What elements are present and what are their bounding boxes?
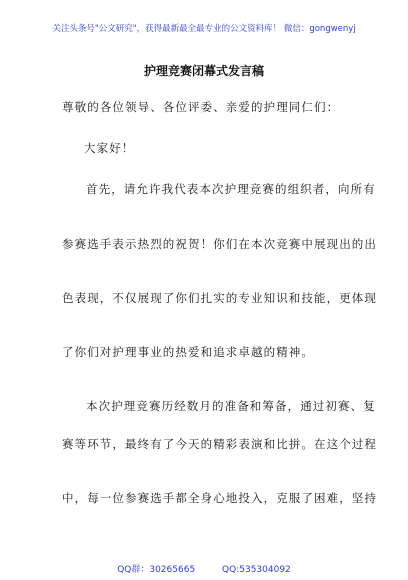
body-line: 中，每一位参赛选手都全身心地投入，克服了困难，坚持 [62, 491, 377, 505]
body-line: 色表现，不仅展现了你们扎实的专业知识和技能，更体现 [62, 291, 377, 305]
header-promo-note: 关注头条号"公文研究"，获得最新最全最专业的公文资料库！ 微信：gongwenyj [52, 24, 356, 34]
salutation-line: 尊敬的各位领导、各位评委、亲爱的护理同仁们： [62, 100, 340, 114]
greeting-line: 大家好！ [84, 141, 135, 155]
document-title: 护理竞赛闭幕式发言稿 [143, 64, 264, 78]
body-line: 首先，请允许我代表本次护理竞赛的组织者，向所有 [86, 182, 376, 196]
footer-contact [0, 562, 408, 575]
body-line: 参赛选手表示热烈的祝贺！你们在本次竞赛中展现出的出 [62, 237, 377, 251]
qq-text: QQ:535304092 [222, 565, 291, 575]
qq-group-text: QQ群：30265665 [117, 565, 196, 575]
body-line: 本次护理竞赛历经数月的准备和筹备，通过初赛、复 [86, 399, 376, 413]
body-line: 赛等环节，最终有了今天的精彩表演和比拼。在这个过程 [62, 437, 377, 451]
body-line: 了你们对护理事业的热爱和追求卓越的精神。 [62, 345, 314, 359]
